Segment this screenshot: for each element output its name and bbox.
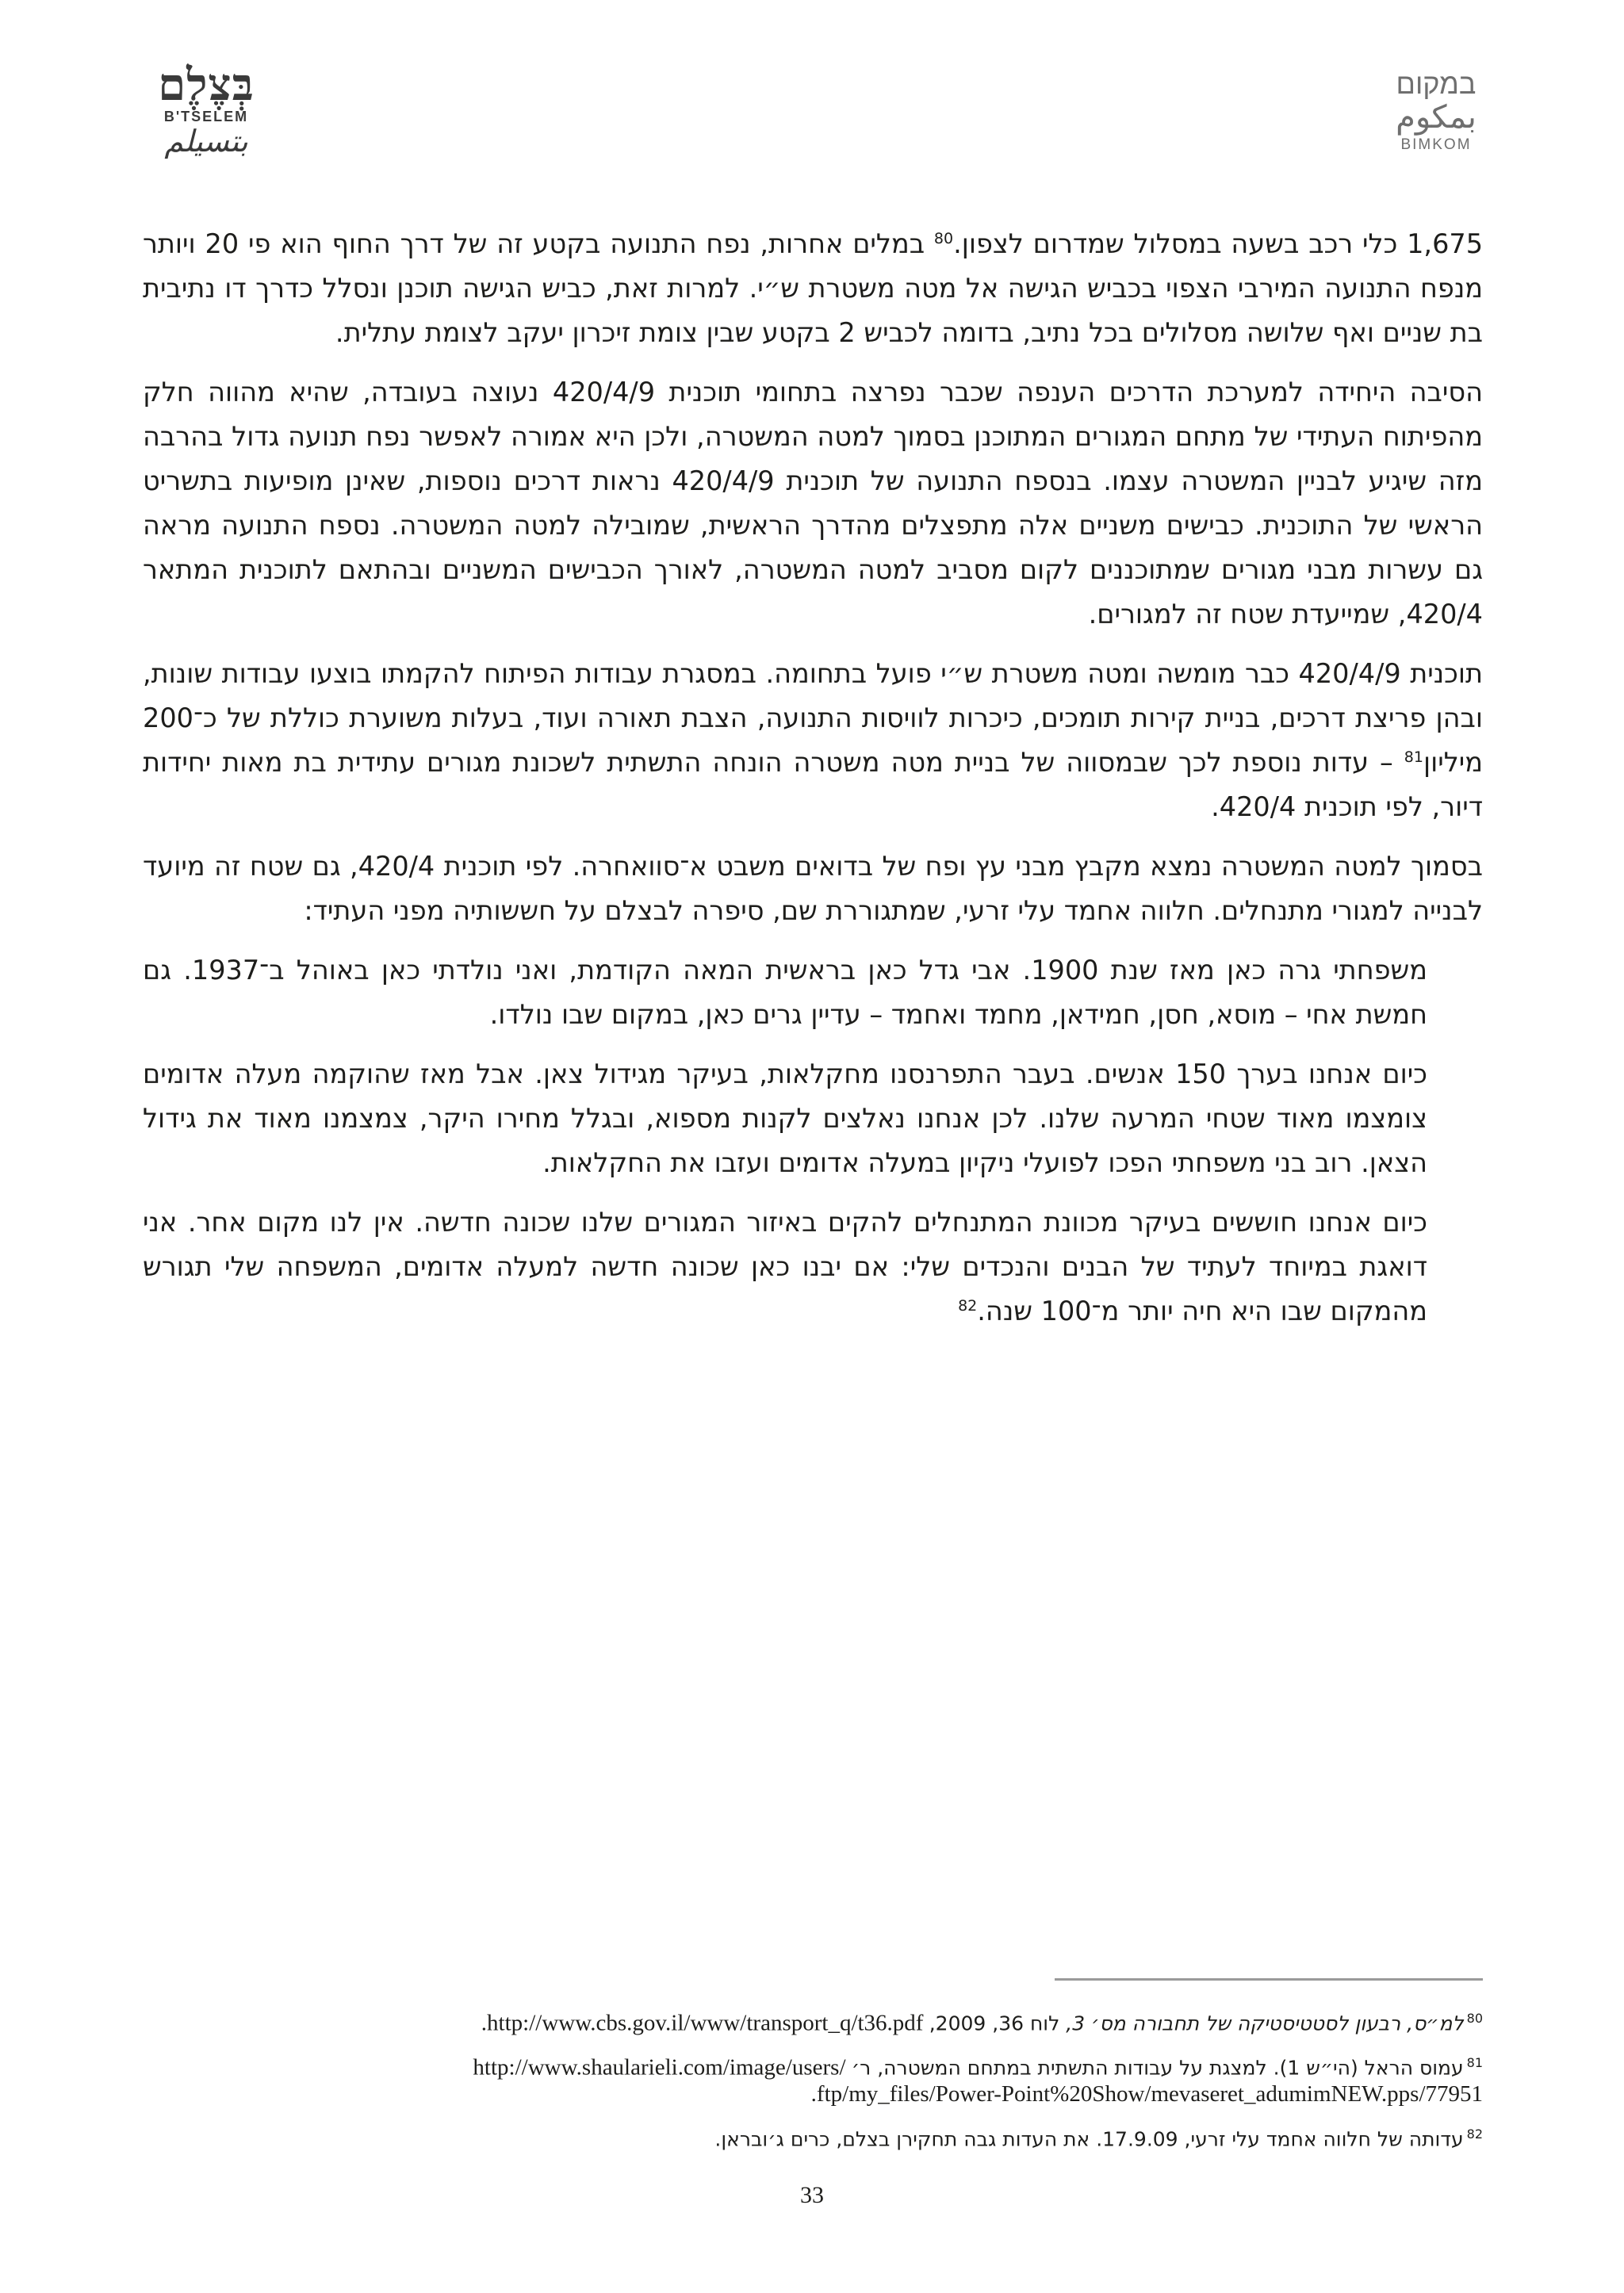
btselem-logo-arabic: بتسيلم: [164, 124, 248, 159]
paragraph: הסיבה היחידה למערכת הדרכים הענפה שכבר נפרצה בתחומי תוכנית 420/4/9 נעוצה בעובדה, שהיא מהווה חלק מהפיתוח העתידי של מתחם המגורים המתוכנן בסמוך למטה המשטרה, ולכן היא אמורה לאפשר נפח תנועה גדול בהרבה מזה שיגיע לבניין המשטרה עצמו. בנספח התנועה של תוכנית 420/4/9 נראות דרכים נוספות, שאינן מופיעות בתשריט הראשי של התוכנית. כבישים משניים אלה מתפצלים מהדרך הראשית, שמובילה למטה המשטרה. נספח התנועה מראה גם עשרות מבני מגורים שמתוכננים לקום מסביב למטה המשטרה, לאורך הכבישים המשניים ובהתאם לתוכנית המתאר 420/4, שמייעדת שטח זה למגורים.: [143, 377, 1484, 630]
footnote-link[interactable]: /http://www.shaularieli.com/image/users: [473, 2054, 852, 2081]
footnote-82: $^{82}$עדותה של חלווה אחמד עלי זרעי, 17.9.09. את העדות גבה תחקירן בצלם, כרים ג׳ובראן.: [714, 2126, 1483, 2150]
body-text: [143, 222, 1483, 1349]
quote-paragraph: כיום אנחנו בערך 150 אנשים. בעבר התפרנסנו מחקלאות, בעיקר מגידול צאן. אבל מאז שהוקמה מעלה אדומים צומצמו מאוד שטחי המרעה שלנו. לכן אנחנו נאלצים לקנות מספוא, ובגלל מחירו היקר, צמצמנו מאוד את גידול הצאן. רוב בני משפחתי הפכו לפועלי ניקיון במעלה אדומים ועזבו את החקלאות.: [143, 1058, 1427, 1178]
footnote-ref[interactable]: 80: [933, 229, 954, 247]
footnote-81: $^{81}$עמוס הראל (הי״ש 1). למצגת על עבודות התשתית במתחם המשטרה, ר׳ /http://www.shaularieli.com/image/users 77951/ftp/my_files/Power-Point%20Show/mevaseret_adumimNEW.pps.: [473, 2054, 1483, 2107]
btselem-logo-english: B'TSELEM: [163, 109, 249, 124]
paragraph: 1,675 כלי רכב בשעה במסלול שמדרום לצפון.$^{80}$ במלים אחרות, נפח התנועה בקטע זה של דרך החוף הוא פי 20 ויותר מנפח התנועה המירבי הצפוי בכביש הגישה אל מטה משטרת ש״י. למרות זאת, כביש הגישה תוכנן ונסלל כדרך דו נתיבית בת שניים ואף שלושה מסלולים בכל נתיב, בדומה לכביש 2 בקטע שבין צומת זיכרון יעקב לצומת עתלית.: [143, 228, 1484, 348]
footnote-ref[interactable]: 81: [1404, 748, 1423, 766]
bimkom-logo-english: BIMKOM: [1400, 136, 1472, 153]
footnote-divider: [1055, 1978, 1483, 1981]
page-number: 33: [800, 2182, 824, 2208]
bimkom-logo-arabic: بمكوم: [1396, 99, 1477, 136]
footnote-80: $^{80}$למ״ס, רבעון לסטטיסטיקה של תחבורה מס׳ 3, לוח 36, 2009, http://www.cbs.gov.il/www/transport_q/t36.pdf.: [481, 2010, 1483, 2036]
quote-paragraph: כיום אנחנו חוששים בעיקר מכוונת המתנחלים להקים באיזור המגורים שלנו שכונה חדשה. אין לנו מקום אחר. אני דואגת במיוחד לעתיד של הבנים והנכדים שלי: אם יבנו כאן שכונה חדשה למעלה אדומים, המשפחה שלי תגורש מהמקום שבו היא חיה יותר מ־100 שנה.$^{82}$: [143, 1207, 1427, 1326]
bimkom-logo-hebrew: במקום: [1396, 67, 1477, 100]
footnote-ref[interactable]: 82: [958, 1296, 978, 1315]
bimkom-logo: [1385, 68, 1488, 171]
footnote-link[interactable]: http://www.cbs.gov.il/www/transport_q/t36.pdf.: [481, 2010, 929, 2036]
quote-paragraph: משפחתי גרה כאן מאז שנת 1900. אבי גדל כאן בראשית המאה הקודמת, ואני נולדתי כאן באוהל ב־1937. גם חמשת אחי – מוסא, חסן, חמידאן, מחמד ואחמד – עדיין גרים כאן, במקום שבו נולדו.: [143, 955, 1427, 1030]
btselem-logo: [143, 59, 270, 173]
paragraph: תוכנית 420/4/9 כבר מומשה ומטה משטרת ש״י פועל בתחומה. במסגרת עבודות הפיתוח להקמתו בוצעו עבודות שונות, ובהן פריצת דרכים, בניית קירות תומכים, כיכרות לוויסות התנועה, הצבת תאורה ועוד, בעלות משוערת כוללת של כ־200 מיליון$^{81}$ – עדות נוספת לכך שבמסווה של בניית מטה משטרה הונחה התשתית לשכונת מגורים עתידית בת מאות יחידות דיור, לפי תוכנית 420/4.: [143, 658, 1484, 822]
testimony-quote: [143, 948, 1427, 1334]
footnote-link-continued[interactable]: 77951/ftp/my_files/Power-Point%20Show/mevaseret_adumimNEW.pps.: [810, 2081, 1483, 2107]
footnotes: [143, 2006, 1483, 2166]
btselem-logo-hebrew: בְּצֶלֶם: [158, 59, 255, 111]
paragraph: בסמוך למטה המשטרה נמצא מקבץ מבני עץ ופח של בדואים משבט א־סוואחרה. לפי תוכנית 420/4, גם שטח זה מיועד לבנייה למגורי מתנחלים. חלווה אחמד עלי זרעי, שמתגוררת שם, סיפרה לבצלם על חששותיה מפני העתיד:: [143, 851, 1483, 926]
